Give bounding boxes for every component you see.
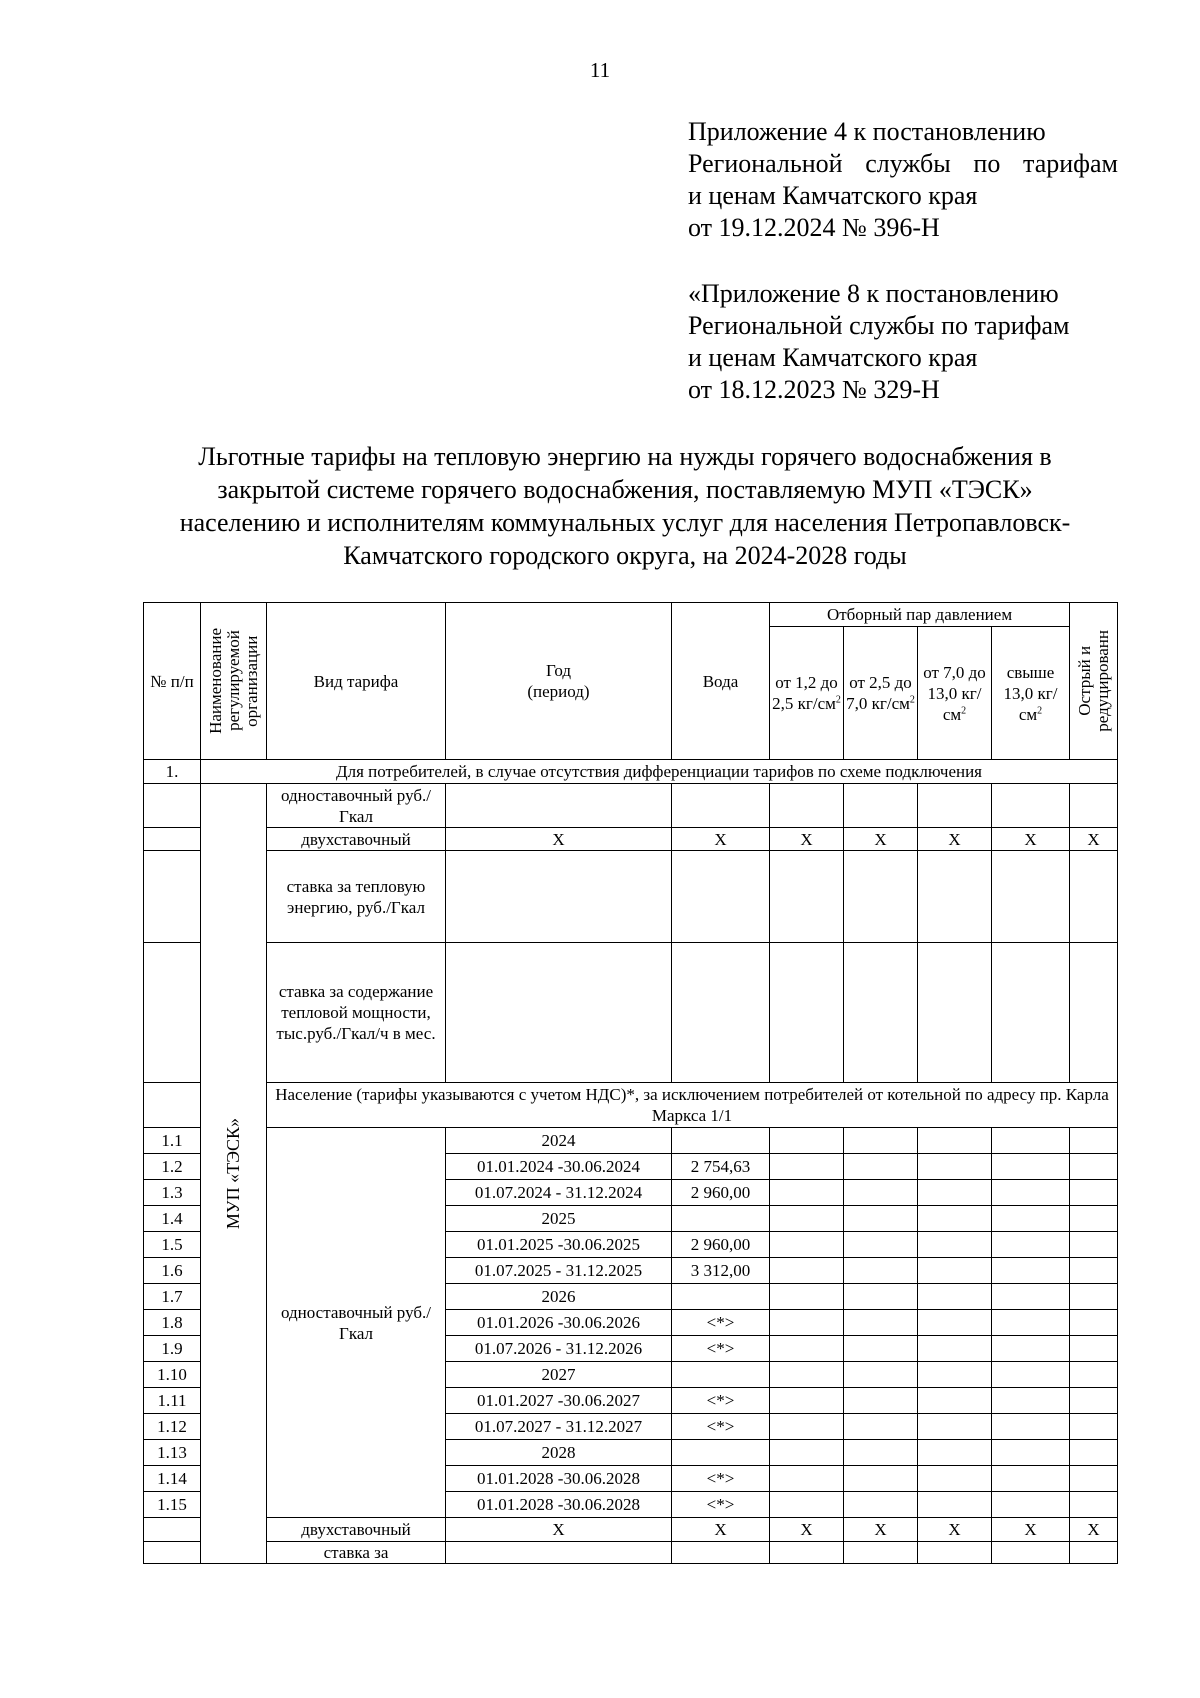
table-row: 1.2 01.01.2024 -30.06.2024 2 754,63 [144, 1154, 1118, 1180]
table-row: 1.6 01.07.2025 - 31.12.2025 3 312,00 [144, 1258, 1118, 1284]
table-row [144, 943, 1118, 1083]
header-sharp-steam: Острый и редуцированн [1070, 603, 1118, 760]
appendix-reference-2 [688, 278, 1118, 406]
header-year: Год (период) [446, 603, 672, 760]
header-steam-4: свыше 13,0 $кг/см^2$ [992, 627, 1070, 760]
table-row: двухставочный Х Х Х Х Х Х Х [144, 1518, 1118, 1542]
header-steam-group: Отборный пар давлением [770, 603, 1070, 627]
appendix-2-line-3: и ценам Камчатского края [688, 343, 978, 372]
table-row: 1.11 01.01.2027 -30.06.2027 <*> [144, 1388, 1118, 1414]
table-row [144, 1542, 1118, 1564]
table-row: 1.12 01.07.2027 - 31.12.2027 <*> [144, 1414, 1118, 1440]
population-single-rate-label: одноставочный руб./Гкал [267, 1128, 446, 1518]
table-row: 1.8 01.01.2026 -30.06.2026 <*> [144, 1310, 1118, 1336]
tariff-table [143, 602, 1118, 1564]
header-steam-2: от 2,5 до 7,0 $кг/см^2$ [844, 627, 918, 760]
appendix-1-line-3: и ценам Камчатского края [688, 181, 978, 210]
table-row: двухставочный Х Х Х Х Х Х Х [144, 828, 1118, 851]
appendix-reference-1 [688, 116, 1118, 244]
header-num: № п/п [144, 603, 201, 760]
table-row [144, 784, 1118, 828]
appendix-2-line-4: от 18.12.2023 № 329-Н [688, 375, 940, 404]
energy-rate-label: ставка за тепловую энергию, руб./Гкал [267, 851, 446, 943]
capacity-rate-label: ставка за содержание тепловой мощности, тыс.руб./Гкал/ч в мес. [267, 943, 446, 1083]
table-row: 1.5 01.01.2025 -30.06.2025 2 960,00 [144, 1232, 1118, 1258]
table-row: 1.10 2027 [144, 1362, 1118, 1388]
appendix-1-line-4: от 19.12.2024 № 396-Н [688, 213, 940, 242]
appendix-1-line-2: Региональной службы по тарифам [688, 149, 1118, 178]
header-tariff-type: Вид тарифа [267, 603, 446, 760]
header-steam-3: от 7,0 до 13,0 $кг/см^2$ [918, 627, 992, 760]
table-row: 1.15 01.01.2028 -30.06.2028 <*> [144, 1492, 1118, 1518]
population-note-row [144, 1083, 1118, 1128]
title-line-2: закрытой системе горячего водоснабжения, поставляемую МУП «ТЭСК» [217, 475, 1033, 504]
population-note: Население (тарифы указываются с учетом НДС)*, за исключением потребителей от котельной по адресу пр. Карла Маркса 1/1 [267, 1083, 1118, 1128]
section-1-row [144, 760, 1118, 784]
table-header-row [144, 603, 1118, 627]
appendix-2-line-1: «Приложение 8 к постановлению [688, 279, 1059, 308]
section-1-title: Для потребителей, в случае отсутствия дифференциации тарифов по схеме подключения [201, 760, 1118, 784]
table-row: 1.9 01.07.2026 - 31.12.2026 <*> [144, 1336, 1118, 1362]
table-row: 1.3 01.07.2024 - 31.12.2024 2 960,00 [144, 1180, 1118, 1206]
header-water: Вода [672, 603, 770, 760]
title-line-1: Льготные тарифы на тепловую энергию на нужды горячего водоснабжения в [198, 442, 1052, 471]
title-line-3: населению и исполнителям коммунальных услуг для населения Петропавловск- [179, 508, 1071, 537]
table-row: 1.14 01.01.2028 -30.06.2028 <*> [144, 1466, 1118, 1492]
table-row [144, 851, 1118, 943]
header-org: Наименование регулируемой организации [201, 603, 267, 760]
page-number: 11 [589, 58, 611, 82]
table-row: 1.7 2026 [144, 1284, 1118, 1310]
rate-for-label: ставка за [267, 1542, 446, 1564]
org-name: МУП «ТЭСК» [223, 1117, 243, 1230]
table-row: 1.4 2025 [144, 1206, 1118, 1232]
org-name-cell [201, 784, 267, 1564]
population-two-rate-label: двухставочный [267, 1518, 446, 1542]
title-line-4: Камчатского городского округа, на 2024-2028 годы [343, 541, 907, 570]
single-rate-label: одноставочный руб./Гкал [267, 784, 446, 828]
section-1-num: 1. [144, 760, 201, 784]
appendix-1-line-1: Приложение 4 к постановлению [688, 117, 1046, 146]
table-row: 1.13 2028 [144, 1440, 1118, 1466]
two-rate-label: двухставочный [267, 828, 446, 851]
appendix-2-line-2: Региональной службы по тарифам [688, 311, 1070, 340]
header-steam-1: от 1,2 до 2,5 $кг/см^2$ [770, 627, 844, 760]
document-title [130, 440, 1120, 572]
table-row: 1.1 одноставочный руб./Гкал 2024 [144, 1128, 1118, 1154]
